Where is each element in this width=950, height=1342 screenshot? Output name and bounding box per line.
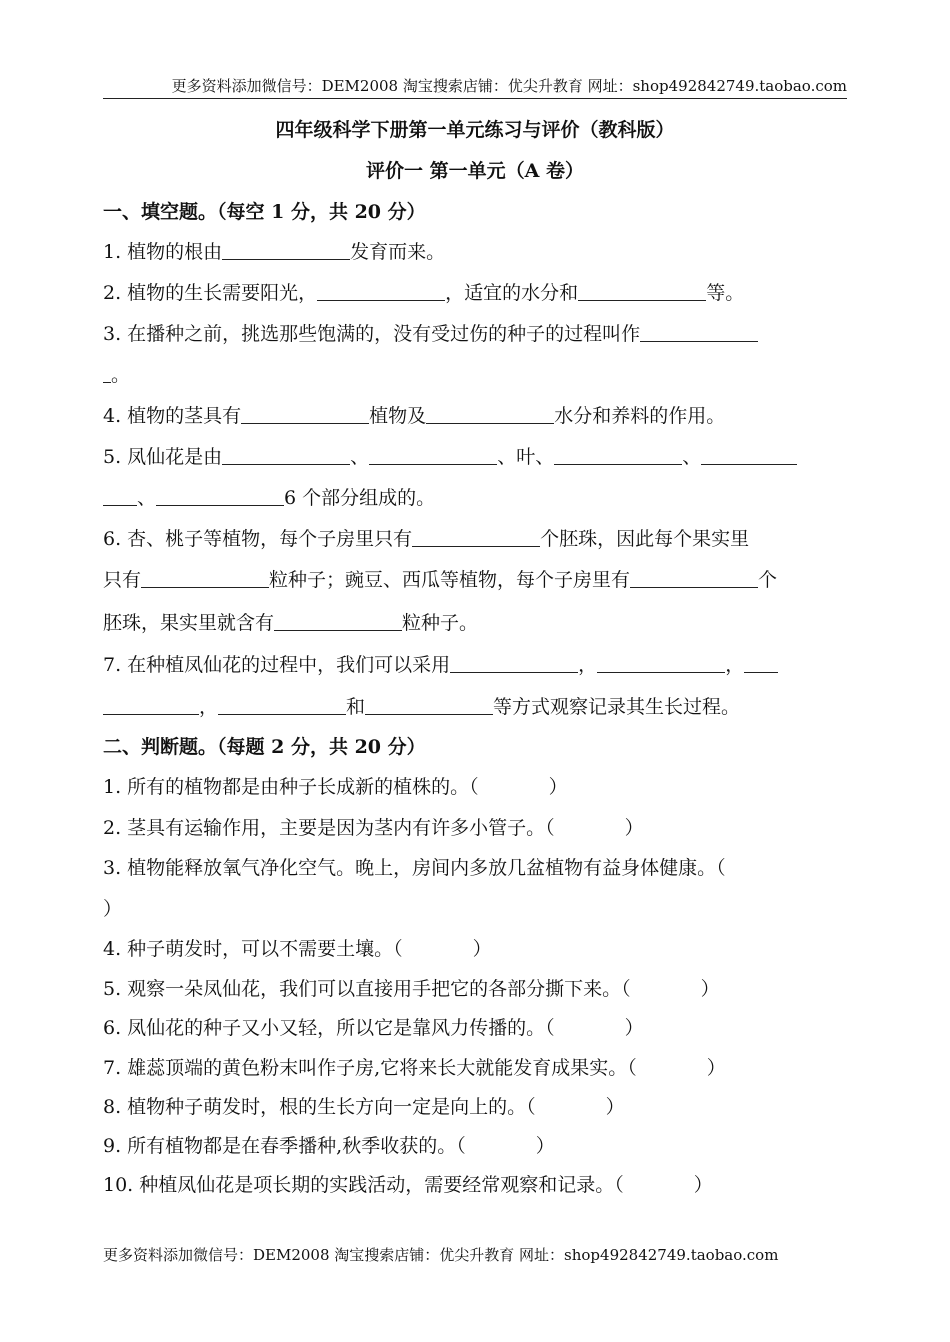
tf-question-10	[103, 1172, 713, 1198]
close-paren: ）	[706, 1057, 726, 1079]
tf-question-9	[103, 1133, 555, 1159]
q7-text-b: ，	[578, 654, 598, 676]
close-paren: ）	[548, 776, 568, 798]
question-5-cont	[103, 485, 435, 511]
answer-blank[interactable]	[218, 694, 346, 715]
question-6-cont2	[103, 610, 478, 636]
close-paren: ）	[624, 1017, 644, 1039]
q2-text-b: ，适宜的水分和	[445, 282, 579, 304]
close-paren: ）	[624, 817, 644, 839]
question-4	[103, 403, 725, 429]
question-3-cont	[103, 362, 130, 388]
q5-text-c: 、叶、	[497, 446, 555, 468]
q6-text-a: 6. 杏、桃子等植物，每个子房里只有	[103, 528, 413, 550]
tf-question-4	[103, 936, 492, 962]
q4-text-c: 水分和养料的作用。	[554, 405, 726, 427]
page-header: 更多资料添加微信号：DEM2008 淘宝搜索店铺：优尖升教育 网址：shop492842749.taobao.com	[171, 77, 847, 95]
q5-text-d: 、	[682, 446, 702, 468]
q3-text-a: 3. 在播种之前，挑选那些饱满的，没有受过伤的种子的过程叫作	[103, 323, 641, 345]
tf-question-text: 7. 雄蕊顶端的黄色粉末叫作子房,它将来长大就能发育成果实。（	[103, 1057, 637, 1079]
q2-text-c: 等。	[706, 282, 745, 304]
tf-question-text: 5. 观察一朵凤仙花，我们可以直接用手把它的各部分撕下来。（	[103, 978, 631, 1000]
answer-blank[interactable]	[103, 485, 137, 506]
answer-blank[interactable]	[412, 526, 540, 547]
close-paren: ）	[693, 1174, 713, 1196]
tf-question-1	[103, 774, 568, 800]
close-paren: ）	[605, 1096, 625, 1118]
question-1	[103, 239, 445, 265]
q7-text-d: ，	[199, 696, 219, 718]
question-6	[103, 526, 749, 552]
q6-text-b: 个胚珠，因此每个果实里	[540, 528, 750, 550]
question-6-cont	[103, 567, 777, 593]
close-paren: ）	[535, 1135, 555, 1157]
answer-blank[interactable]	[450, 652, 578, 673]
answer-blank[interactable]	[630, 567, 758, 588]
q3-text-b: 。	[111, 364, 131, 386]
tf-question-text: 1. 所有的植物都是由种子长成新的植株的。（	[103, 776, 479, 798]
q1-text-a: 1. 植物的根由	[103, 241, 223, 263]
answer-blank[interactable]	[640, 321, 758, 342]
q1-text-b: 发育而来。	[350, 241, 446, 263]
answer-blank[interactable]	[274, 610, 402, 631]
section-fill-blank-title: 一、填空题。（每空 1 分，共 20 分）	[103, 201, 426, 223]
q5-text-f: 6 个部分组成的。	[284, 487, 436, 509]
q5-text-a: 5. 凤仙花是由	[103, 446, 223, 468]
tf-question-6	[103, 1015, 644, 1041]
tf-question-text: 2. 茎具有运输作用，主要是因为茎内有许多小管子。（	[103, 817, 555, 839]
tf-question-7	[103, 1055, 726, 1081]
answer-blank[interactable]	[426, 403, 554, 424]
answer-blank[interactable]	[103, 362, 111, 383]
tf-question-text: 6. 凤仙花的种子又小又轻，所以它是靠风力传播的。（	[103, 1017, 555, 1039]
answer-blank[interactable]	[103, 694, 199, 715]
answer-blank[interactable]	[369, 444, 497, 465]
tf-question-text: 10. 种植凤仙花是项长期的实践活动，需要经常观察和记录。（	[103, 1174, 624, 1196]
answer-blank[interactable]	[554, 444, 682, 465]
tf-question-3-cont	[103, 896, 122, 922]
tf-question-text: 8. 植物种子萌发时，根的生长方向一定是向上的。（	[103, 1096, 536, 1118]
answer-blank[interactable]	[597, 652, 725, 673]
question-3	[103, 321, 758, 347]
q7-text-c: ，	[725, 654, 745, 676]
tf-question-text: 3. 植物能释放氧气净化空气。晚上，房间内多放几盆植物有益身体健康。（	[103, 857, 726, 879]
tf-question-8	[103, 1094, 625, 1120]
answer-blank[interactable]	[156, 485, 284, 506]
answer-blank[interactable]	[222, 239, 350, 260]
q6-text-g: 粒种子。	[402, 612, 479, 634]
answer-blank[interactable]	[317, 280, 445, 301]
close-paren: ）	[472, 938, 492, 960]
answer-blank[interactable]	[365, 694, 493, 715]
q5-text-e: 、	[137, 487, 157, 509]
page-footer: 更多资料添加微信号：DEM2008 淘宝搜索店铺：优尖升教育 网址：shop492842749.taobao.com	[103, 1246, 779, 1264]
close-paren: ）	[103, 898, 123, 920]
q7-text-e: 和	[346, 696, 366, 718]
q7-text-f: 等方式观察记录其生长过程。	[493, 696, 741, 718]
tf-question-text: 9. 所有植物都是在春季播种,秋季收获的。（	[103, 1135, 466, 1157]
q6-text-e: 个	[758, 569, 778, 591]
q4-text-a: 4. 植物的茎具有	[103, 405, 242, 427]
answer-blank[interactable]	[701, 444, 797, 465]
tf-question-5	[103, 976, 720, 1002]
q7-text-a: 7. 在种植凤仙花的过程中，我们可以采用	[103, 654, 451, 676]
q6-text-f: 胚珠，果实里就含有	[103, 612, 275, 634]
header-rule	[103, 98, 847, 99]
page-title: 四年级科学下册第一单元练习与评价（教科版）	[275, 119, 675, 141]
section-true-false-title: 二、判断题。（每题 2 分，共 20 分）	[103, 736, 426, 758]
q6-text-d: 粒种子；豌豆、西瓜等植物，每个子房里有	[269, 569, 631, 591]
answer-blank[interactable]	[241, 403, 369, 424]
close-paren: ）	[700, 978, 720, 1000]
q6-text-c: 只有	[103, 569, 142, 591]
tf-question-2	[103, 815, 644, 841]
question-7-cont	[103, 694, 740, 720]
q5-text-b: 、	[350, 446, 370, 468]
question-7	[103, 652, 778, 678]
question-5	[103, 444, 797, 470]
answer-blank[interactable]	[141, 567, 269, 588]
q2-text-a: 2. 植物的生长需要阳光，	[103, 282, 318, 304]
answer-blank[interactable]	[744, 652, 778, 673]
question-2	[103, 280, 744, 306]
page-subtitle: 评价一 第一单元（A 卷）	[366, 160, 584, 182]
q4-text-b: 植物及	[369, 405, 427, 427]
answer-blank[interactable]	[222, 444, 350, 465]
tf-question-text: 4. 种子萌发时，可以不需要土壤。（	[103, 938, 403, 960]
tf-question-3	[103, 855, 726, 881]
answer-blank[interactable]	[578, 280, 706, 301]
